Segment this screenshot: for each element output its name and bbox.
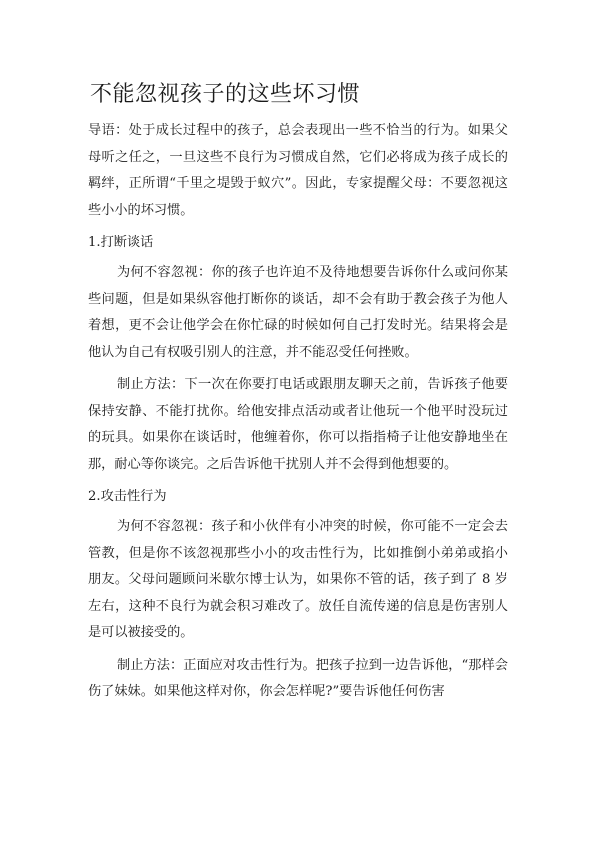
section-paragraph: 制止方法：下一次在你要打电话或跟朋友聊天之前，告诉孩子他要保持安静、不能打扰你。给他安排点活动或者让他玩一个他平时没玩过的玩具。如果你在谈话时，他缠着你，你可以指指椅子让他安静地坐在那，耐心等你谈完。之后告诉他干扰别人并不会得到他想要的。: [88, 377, 508, 472]
document-page: [88, 80, 508, 712]
intro-paragraph: 导语：处于成长过程中的孩子，总会表现出一些不恰当的行为。如果父母听之任之，一旦这些不良行为习惯成自然，它们必将成为孩子成长的羁绊，正所谓“千里之堤毁于蚁穴”。因此，专家提醒父母：不要忽视这些小小的坏习惯。: [88, 123, 508, 218]
section-1: [88, 230, 508, 478]
section-paragraph: 为何不容忽视：孩子和小伙伴有小冲突的时候，你可能不一定会去管教，但是你不该忽视那些小小的攻击性行为，比如推倒小弟弟或掐小朋友。父母问题顾问米歇尔博士认为，如果你不管的话，孩子到了 8 岁左右，这种不良行为就会积习难改了。放任自流传递的信息是伤害别人是可以被接受的。: [88, 519, 508, 640]
document-title: 不能忽视孩子的这些坏习惯: [90, 82, 361, 107]
section-paragraph: 制止方法：正面应对攻击性行为。把孩子拉到一边告诉他，“那样会伤了妹妹。如果他这样对你，你会怎样呢?”要告诉他任何伤害: [88, 657, 508, 699]
section-paragraph: 为何不容忽视：你的孩子也许迫不及待地想要告诉你什么或问你某些问题，但是如果纵容他打断你的谈话，却不会有助于教会孩子为他人着想，更不会让他学会在你忙碌的时候如何自己打发时光。结果将会是他认为自己有权吸引别人的注意，并不能忍受任何挫败。: [88, 265, 508, 360]
section-heading: 1.打断谈话: [88, 235, 154, 250]
section-2: [88, 484, 508, 706]
section-heading: 2.攻击性行为: [88, 489, 167, 504]
